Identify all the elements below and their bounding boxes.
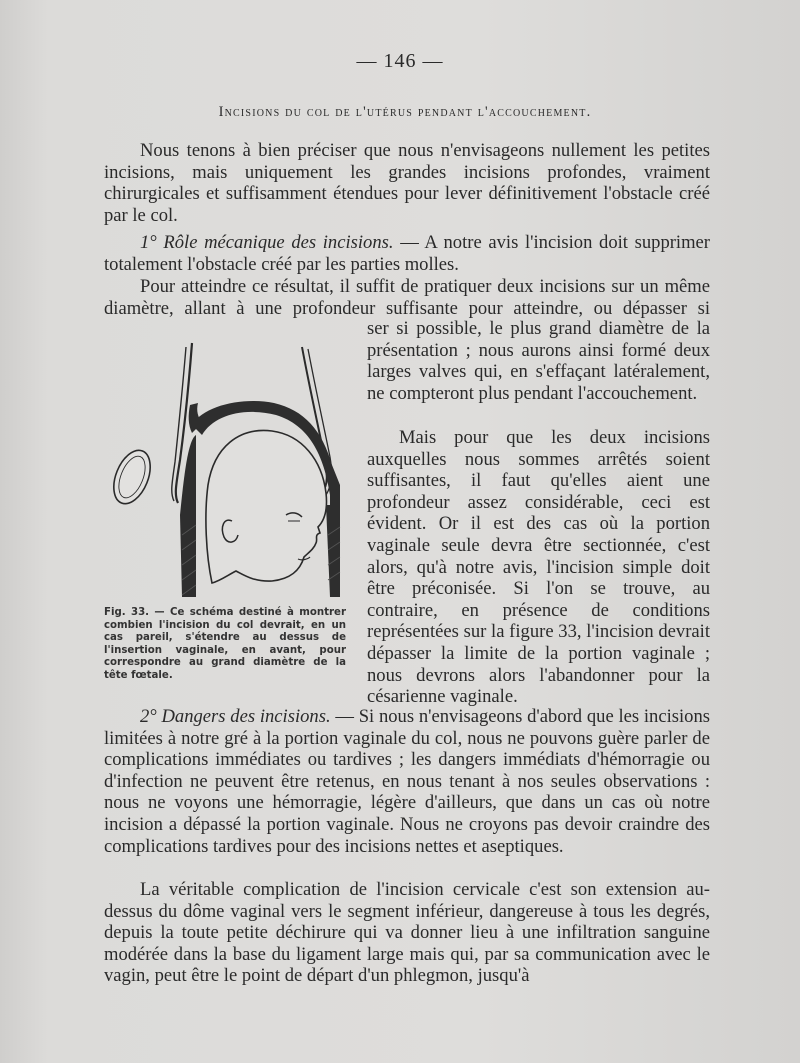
paragraph-2-label: 1° Rôle mécanique des incisions. (140, 232, 394, 253)
paragraph-3-top (104, 276, 710, 319)
paragraph-2 (104, 232, 710, 275)
paragraph-3-continued: ser si possible, le plus grand diamètre de la présentation ; nous aurons ainsi formé deux larges valves qui, en s'effaçant latéralement, ne compteront plus pendant l'accouchement. (367, 318, 710, 404)
paragraph-1: Nous tenons à bien préciser que nous n'envisageons nullement les petites incisions, mais uniquement les grandes incisions profondes, vraiment chirurgicales et suffisamment étendues pour lever définitivement l'obstacle créé par le col. (104, 140, 710, 226)
right-vaginal-wall (326, 505, 340, 597)
paragraph-2-text: — A notre avis l'incision doit supprimer totalement l'obstacle créé par les parties molles. (104, 232, 711, 275)
page-number: — 146 — (356, 50, 444, 72)
pubic-bone-oval (107, 445, 158, 509)
figure-33-head-diagram (104, 335, 354, 605)
paragraph-4: Mais pour que les deux incisions auxquelles nous sommes arrêtés soient suffisantes, il faut qu'elles aient une profondeur assez considérable, ceci est évident. Or il est des cas où la portion vaginale seule devra être sectionnée, c'est alors, qu'à notre avis, l'incision simple doit être préconisée. Si l'on se trouve, au contraire, en présence de conditions représentées sur la figure 33, l'incision devrait dépasser la limite de la portion vaginale ; nous devrons alors l'abandonner pour la césarienne vaginale. (367, 427, 710, 708)
figure-caption: Fig. 33. — Ce schéma destiné à montrer combien l'incision du col devrait, en un cas pareil, s'étendre au dessus de l'insertion vaginale, en avant, pour correspondre au grand diamètre de la tête fœtale. (104, 607, 346, 681)
paragraph-5 (104, 706, 710, 857)
paragraph-5-text: — Si nous n'envisageons d'abord que les incisions limitées à notre gré à la portion vaginale du col, nous ne pouvons guère parler de complications immédiates ou tardives ; les dangers immédiats d'hémorragie ou d'infection ne peuvent être retenus, en nous tenant à nos seules observations : nous ne voyons une hémorragie, légère d'ailleurs, que dans un cas où notre incision a dépassé la portion vaginale. Nous ne croyons pas devoir craindre des complications tardives pour des incisions nettes et aseptiques. (104, 706, 710, 857)
left-vaginal-wall (180, 435, 196, 597)
section-heading: Incisions du col de l'utérus pendant l'accouchement. (218, 104, 592, 120)
fetal-head (206, 430, 327, 583)
paragraph-6: La véritable complication de l'incision cervicale c'est son extension au-dessus du dôme vaginal vers le segment inférieur, dangereuse à tous les degrés, depuis la toute petite déchirure qui va donner lieu à une infiltration sanguine modérée dans la base du ligament large mais qui, par sa communication avec le vagin, peut être le point de départ d'un phlegmon, jusqu'à (104, 879, 710, 987)
paragraph-3-text: Pour atteindre ce résultat, il suffit de pratiquer deux incisions sur un même diamètre, allant à une profondeur suffisante pour atteindre, ou dépasser si (104, 276, 710, 319)
paragraph-5-label: 2° Dangers des incisions. (140, 706, 331, 727)
